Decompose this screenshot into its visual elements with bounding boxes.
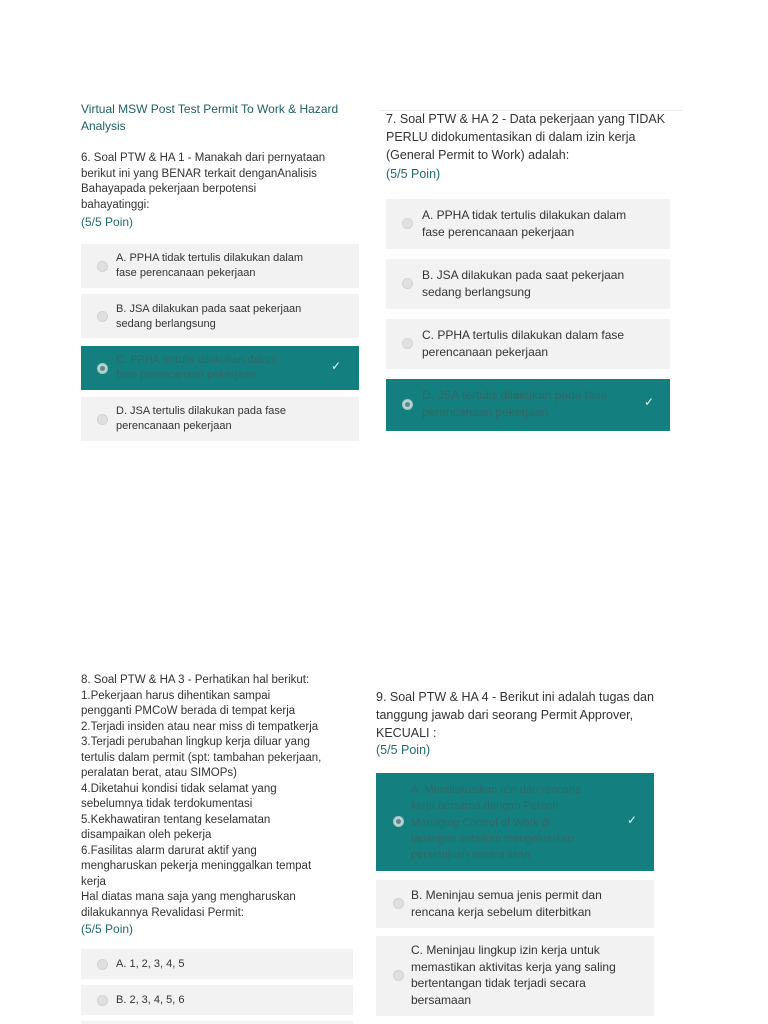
q6-option-d-label: D. JSA tertulis dilakukan pada fase perencanaan pekerjaan: [116, 405, 286, 432]
q7-option-d-label: D. JSA tertulis dilakukan pada fase perencanaan pekerjaan: [422, 388, 608, 419]
check-icon: ✓: [627, 813, 638, 827]
q6-option-c[interactable]: [81, 346, 359, 390]
q6-option-c-label: C. PPHA tertulis dilakukan dalam fase perencanaan pekerjaan: [116, 354, 278, 381]
q9-option-b-label: B. Meninjau semua jenis permit dan rencana kerja sebelum diterbitkan: [411, 888, 602, 919]
question-6-text: 6. Soal PTW & HA 1 - Manakah dari pernyataan berikut ini yang BENAR terkait denganAnalisis Bahayapada pekerjaan berpotensi bahayatinggi:: [81, 152, 326, 211]
q7-option-c[interactable]: [386, 319, 670, 369]
check-icon: ✓: [331, 359, 342, 373]
q6-option-a[interactable]: [81, 244, 359, 288]
q7-option-b[interactable]: [386, 259, 670, 309]
q6-option-a-label: A. PPHA tidak tertulis dilakukan dalam fase perencanaan pekerjaan: [116, 252, 304, 279]
radio-icon[interactable]: [402, 399, 413, 410]
q7-option-a[interactable]: [386, 199, 670, 249]
question-7-points: (5/5 Poin): [386, 167, 441, 181]
q7-option-c-label: C. PPHA tertulis dilakukan dalam fase perencanaan pekerjaan: [422, 328, 625, 359]
radio-icon[interactable]: [97, 261, 108, 272]
q6-option-d[interactable]: [81, 397, 359, 441]
question-8-text: 8. Soal PTW & HA 3 - Perhatikan hal berikut: 1.Pekerjaan harus dihentikan sampai pengganti PMCoW berada di tempat kerja 2.Terjadi insiden atau near miss di tempatkerja 3.Terjadi perubahan lingkup kerja diluar yang tertulis dalam permit (spt: tambahan pekerjaan, peralatan berat, atau SIMOPs) 4.Diketahui kondisi tidak selamat yang sebelumnya tidak terdokumentasi 5.Kekhawatiran tentang keselamatan disampaikan oleh pekerja 6.Fasilitas alarm darurat aktif yang mengharuskan pekerja meninggalkan tempat kerja Hal diatas mana saja yang mengharuskan dilakukannya Revalidasi Permit:: [81, 674, 322, 919]
page-title: Virtual MSW Post Test Permit To Work & Hazard Analysis: [81, 102, 339, 133]
q8-option-b[interactable]: [81, 985, 353, 1015]
q9-option-c[interactable]: [376, 936, 654, 1016]
question-6-points: (5/5 Poin): [81, 215, 134, 229]
radio-icon[interactable]: [402, 278, 413, 289]
radio-icon[interactable]: [97, 959, 108, 970]
radio-icon[interactable]: [402, 218, 413, 229]
q9-option-a-label: A. Mendiskusikan izin dan rencana kerja bersama dengan Person Managing Control of Work di lapangan sebelum mengeluarkan persetujuan secara lisan: [411, 784, 581, 862]
q8-option-b-label: B. 2, 3, 4, 5, 6: [116, 994, 185, 1006]
question-9-text: 9. Soal PTW & HA 4 - Berikut ini adalah tugas dan tanggung jawab dari seorang Permit Approver, KECUALI :: [376, 690, 654, 740]
question-9-points: (5/5 Poin): [376, 743, 431, 757]
radio-icon[interactable]: [97, 414, 108, 425]
radio-icon[interactable]: [393, 816, 404, 827]
q6-option-b[interactable]: [81, 294, 359, 338]
q8-option-a[interactable]: [81, 949, 353, 979]
radio-icon[interactable]: [97, 363, 108, 374]
q7-option-b-label: B. JSA dilakukan pada saat pekerjaan sedang berlangsung: [422, 268, 625, 299]
q8-option-a-label: A. 1, 2, 3, 4, 5: [116, 958, 185, 970]
q6-option-b-label: B. JSA dilakukan pada saat pekerjaan sedang berlangsung: [116, 303, 302, 330]
q9-option-c-label: C. Meninjau lingkup izin kerja untuk memastikan aktivitas kerja yang saling bertentangan tidak terjadi secara bersamaan: [411, 943, 616, 1007]
radio-icon[interactable]: [97, 995, 108, 1006]
q9-option-a[interactable]: [376, 773, 654, 871]
q7-option-a-label: A. PPHA tidak tertulis dilakukan dalam fase perencanaan pekerjaan: [422, 208, 627, 239]
question-8-points: (5/5 Poin): [81, 922, 134, 936]
check-icon: ✓: [644, 395, 655, 409]
radio-icon[interactable]: [97, 311, 108, 322]
radio-icon[interactable]: [393, 970, 404, 981]
q9-option-b[interactable]: [376, 880, 654, 928]
q7-option-d[interactable]: [386, 379, 670, 431]
radio-icon[interactable]: [402, 338, 413, 349]
radio-icon[interactable]: [393, 898, 404, 909]
question-7-text: 7. Soal PTW & HA 2 - Data pekerjaan yang TIDAK PERLU didokumentasikan di dalam izin kerja (General Permit to Work) adalah:: [386, 112, 666, 162]
